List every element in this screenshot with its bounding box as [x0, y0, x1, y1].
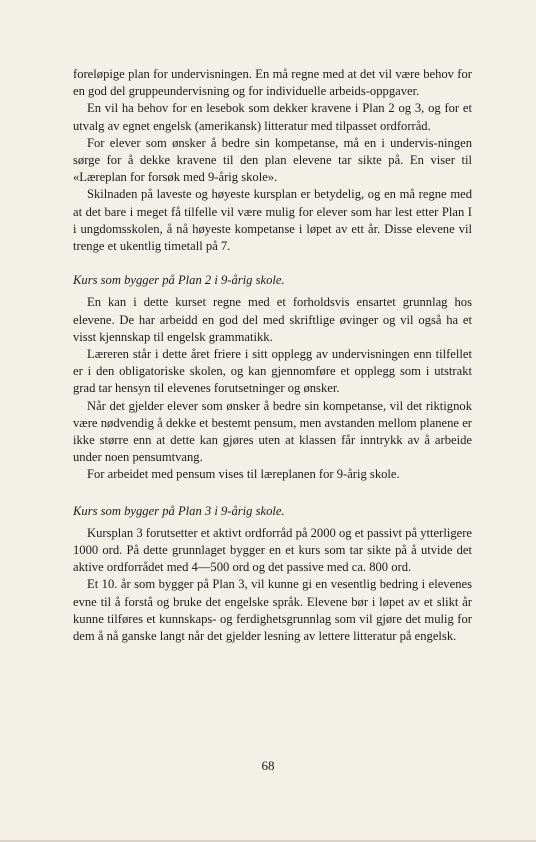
paragraph-plan2-2: Læreren står i dette året friere i sitt opplegg av undervisningen enn tilfellet er i den obligatoriske skolen, og kan gjennomføre et opplegg som i utstrakt grad tar hensyn til elevenes forutsetninger og ønsker.: [73, 347, 472, 396]
paragraph-kompetanse: For elever som ønsker å bedre sin kompetanse, må en i undervis-ningen sørge for å dekke kravene til den plan elevene tar sikte på. En viser til «Læreplan for forsøk med 9-årig skole».: [73, 135, 472, 185]
paragraph-plan2-1: En kan i dette kurset regne med et forholdsvis ensartet grunnlag hos elevene. De har arbeidd en god del med skriftlige øvinger og vil også ha et visst kjennskap til engelsk grammatikk.: [73, 295, 472, 344]
section-heading-plan-3: Kurs som bygger på Plan 3 i 9-årig skole.: [73, 503, 285, 518]
page-number: 68: [261, 758, 275, 773]
body-text: [73, 66, 472, 645]
paragraph-plan3-1: Kursplan 3 forutsetter et aktivt ordforråd på 2000 og et passivt på ytterligere 1000 ord. På dette grunnlaget bygger en et kurs som tar sikte på å utvide det aktive ordforrådet med 4—500 ord og det passive med ca. 800 ord.: [73, 525, 472, 575]
paragraph-plan2-3: Når det gjelder elever som ønsker å bedre sin kompetanse, vil det riktignok være nødvendig å dekke et bestemt pensum, men avstanden mellom planene er ikke større enn at dette kan gjøres uten at klassen får inntrykk av å arbeide under noen pensumtvang.: [73, 398, 472, 465]
paragraph-plan3-2: Et 10. år som bygger på Plan 3, vil kunne gi en vesentlig bedring i elevenes evne til å forstå og bruke det engelske språk. Elevene bør i løpet av et slikt år kunne tilføres et kunnskaps- og ferdighetsgrunnlag som vil gjøre det mulig for dem å nå ganske langt når det gjelder lesning av lettere litteratur på engelsk.: [73, 577, 472, 644]
paragraph-continuation: foreløpige plan for undervisningen. En må regne med at det vil være behov for en god del gruppeundervisning og for individuelle arbeids-oppgaver.: [73, 67, 472, 99]
paragraph-lesebok: En vil ha behov for en lesebok som dekker kravene i Plan 2 og 3, og for et utvalg av egnet engelsk (amerikansk) litteratur med tilpasset ordforråd.: [73, 101, 472, 133]
section-heading-plan-2: Kurs som bygger på Plan 2 i 9-årig skole.: [73, 273, 285, 288]
paragraph-plan2-4: For arbeidet med pensum vises til læreplanen for 9-årig skole.: [87, 467, 400, 482]
paragraph-skilnaden: Skilnaden på laveste og høyeste kursplan er betydelig, og en må regne med at det bare i meget få tilfelle vil være mulig for elever som har lest etter Plan I i ungdomsskolen, å nå høyeste kompetanse i løpet av ett år. Disse elevene vil trenge et ukentlig timetall på 7.: [73, 187, 472, 254]
